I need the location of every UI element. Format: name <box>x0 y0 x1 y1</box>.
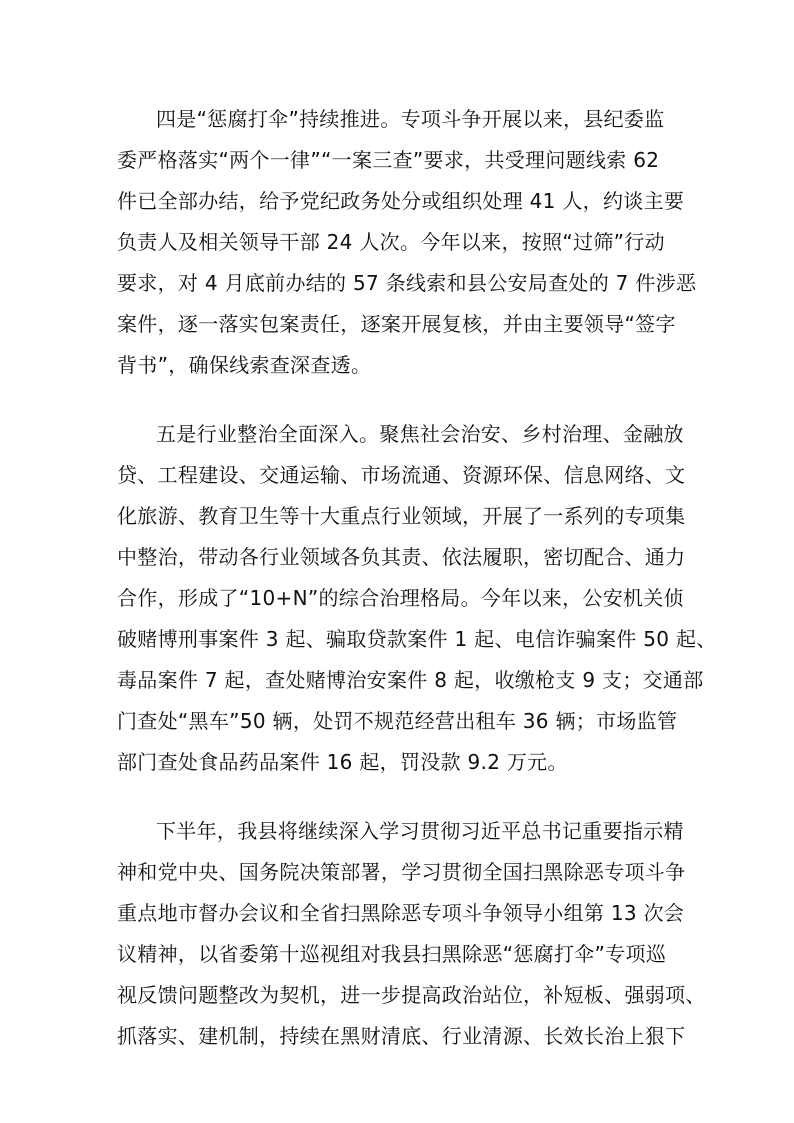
paragraph-line: 委严格落实“两个一律”“一案三查”要求，共受理问题线索 62 <box>117 148 660 172</box>
paragraph-line: 背书”，确保线索查深查透。 <box>117 353 372 377</box>
paragraph-line: 负责人及相关领导干部 24 人次。今年以来，按照“过筛”行动 <box>117 230 665 254</box>
paragraph-line: 门查处“黑车”50 辆，处罚不规范经营出租车 36 辆；市场监管 <box>117 709 678 733</box>
paragraph-line: 要求，对 4 月底前办结的 57 条线索和县公安局查处的 7 件涉恶 <box>117 271 697 295</box>
paragraph-line: 贷、工程建设、交通运输、市场流通、资源环保、信息网络、文 <box>117 463 686 487</box>
paragraph-line: 中整治，带动各行业领域各负其责、依法履职，密切配合、通力 <box>117 545 686 569</box>
paragraph-line: 毒品案件 7 起，查处赌博治安案件 8 起，收缴枪支 9 支；交通部 <box>117 668 704 692</box>
paragraph-line: 抓落实、建机制，持续在黑财清底、行业清源、长效长治上狠下 <box>117 1024 686 1048</box>
paragraph-line: 五是行业整治全面深入。聚焦社会治安、乡村治理、金融放 <box>156 422 684 446</box>
paragraph-line: 议精神，以省委第十巡视组对我县扫黑除恶“惩腐打伞”专项巡 <box>117 942 667 966</box>
paragraph-line: 下半年，我县将继续深入学习贯彻习近平总书记重要指示精 <box>156 819 684 843</box>
paragraph-line: 案件，逐一落实包案责任，逐案开展复核，并由主要领导“签字 <box>117 312 676 336</box>
paragraph-line: 部门查处食品药品案件 16 起，罚没款 9.2 万元。 <box>117 750 568 774</box>
paragraph-line: 重点地市督办会议和全省扫黑除恶专项斗争领导小组第 13 次会 <box>117 901 685 925</box>
paragraph-line: 破赌博刑事案件 3 起、骗取贷款案件 1 起、电信诈骗案件 50 起、 <box>117 627 717 651</box>
paragraph-line: 化旅游、教育卫生等十大重点行业领域，开展了一系列的专项集 <box>117 504 686 528</box>
paragraph-line: 神和党中央、国务院决策部署，学习贯彻全国扫黑除恶专项斗争 <box>117 860 686 884</box>
paragraph-line: 合作，形成了“10+N”的综合治理格局。今年以来，公安机关侦 <box>117 586 684 610</box>
paragraph-line: 视反馈问题整改为契机，进一步提高政治站位，补短板、强弱项、 <box>117 983 706 1007</box>
paragraph-line: 件已全部办结，给予党纪政务处分或组织处理 41 人，约谈主要 <box>117 189 685 213</box>
paragraph-line: 四是“惩腐打伞”持续推进。专项斗争开展以来，县纪委监 <box>156 107 665 131</box>
